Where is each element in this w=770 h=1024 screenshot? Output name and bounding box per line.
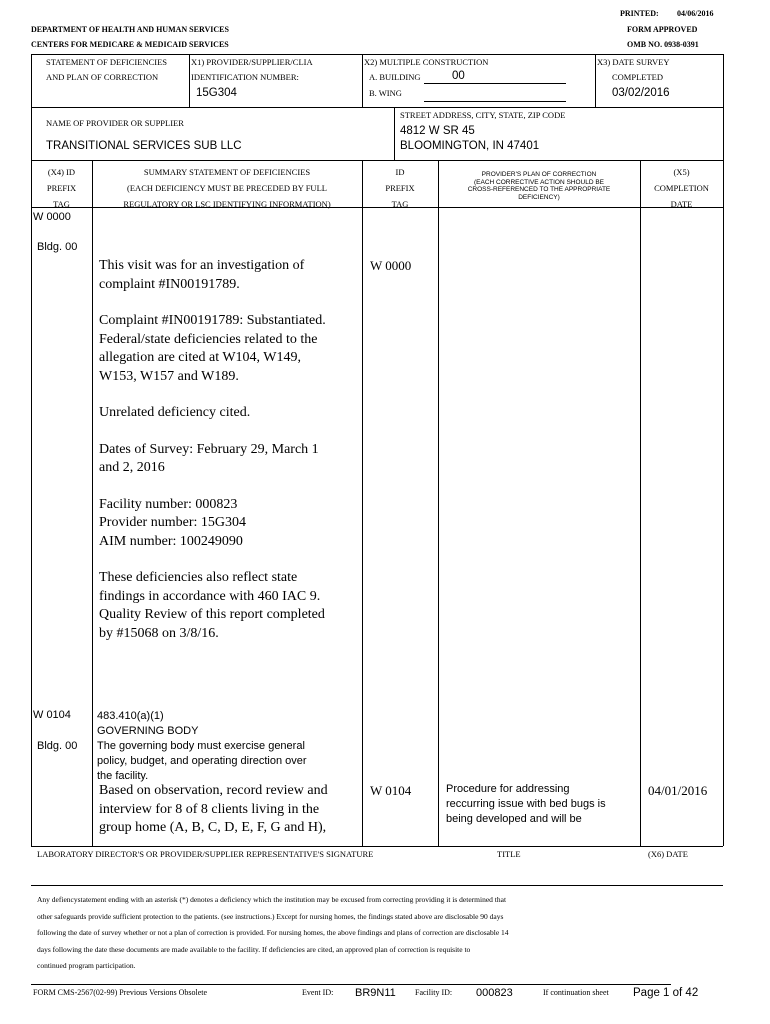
x1-provider-id: 15G304: [196, 87, 237, 99]
left-border: [31, 160, 32, 846]
signature-label: LABORATORY DIRECTOR'S OR PROVIDER/SUPPLIER REPRESENTATIVE'S SIGNATURE: [37, 849, 374, 859]
signature-bottom-rule: [31, 885, 723, 886]
id-tag-w0000: W 0000: [370, 258, 412, 273]
x5-column-header: (X5) COMPLETION DATE: [654, 167, 709, 209]
building-label: A. BUILDING: [369, 72, 421, 82]
body-bottom-rule: [31, 846, 723, 847]
address-line-1: 4812 W SR 45: [400, 125, 475, 137]
finding-text: Based on observation, record review and interview for 8 of 8 clients living in the group home (A, B, C, D, E, F, G and H),: [99, 783, 328, 835]
form-number: FORM CMS-2567(02-99) Previous Versions Obsolete: [33, 988, 208, 997]
disclaimer: Any defiencystatement ending with an asterisk (*) denotes a deficiency which the institution may be excused from correcting providing it is determined that other safeguards provide sufficient protection to the patients. (see instructions.) Except for nursing homes, the findings stated above are disclosable 90 days following the date of survey whether or not a plan of correction is provided. For nursing homes, the above findings and plans of correction are disclosable 14 days following the date these documents are made available to the facility. If deficiencies are cited, an approved plan of correction is requisite to continued program participation.: [37, 895, 509, 970]
narrative-paragraph: Facility number: 000823 Provider number: 15G304 AIM number: 100249090: [99, 496, 246, 549]
printed-label: PRINTED:: [620, 9, 659, 18]
regulation-title: GOVERNING BODY: [97, 725, 199, 737]
bldg-label-1: Bldg. 00: [37, 241, 78, 253]
right-border: [723, 160, 724, 846]
x4-column-header: (X4) ID PREFIX TAG: [46, 167, 77, 209]
id-tag-w0104: W 0104: [370, 783, 412, 798]
building-value: 00: [452, 70, 465, 82]
statement-label-1: STATEMENT OF DEFICIENCIES: [46, 57, 168, 67]
footer-rule: [31, 984, 671, 985]
narrative-paragraph: Complaint #IN00191789: Substantiated. Federal/state deficiencies related to the allegation are cited at W104, W149, W153, W157 and W189.: [99, 313, 326, 384]
id-divider: [438, 160, 439, 846]
header-mid-rule: [31, 107, 723, 108]
address-label: STREET ADDRESS, CITY, STATE, ZIP CODE: [400, 110, 566, 120]
x3-label-2: COMPLETED: [612, 72, 663, 82]
tag-w0000: W 0000: [33, 211, 71, 223]
provider-label: NAME OF PROVIDER OR SUPPLIER: [46, 118, 184, 128]
id-column-header: ID PREFIX TAG: [385, 167, 415, 209]
printed-date: 04/06/2016: [677, 9, 714, 18]
provider-name: TRANSITIONAL SERVICES SUB LLC: [46, 140, 242, 152]
plan-of-correction-text: Procedure for addressing reccurring issue with bed bugs is being developed and will be: [446, 783, 606, 825]
bldg-label-2: Bldg. 00: [37, 740, 78, 752]
narrative-paragraph: This visit was for an investigation of complaint #IN00191789.: [99, 258, 305, 292]
continuation-label: If continuation sheet: [543, 988, 609, 997]
x3-survey-date: 03/02/2016: [612, 87, 670, 99]
narrative-paragraph: Dates of Survey: February 29, March 1 and 2, 2016: [99, 441, 319, 475]
header-top-rule: [31, 54, 723, 55]
facility-id-value: 000823: [476, 987, 513, 999]
facility-id-label: Facility ID:: [415, 988, 453, 997]
regulation-text: The governing body must exercise general policy, budget, and operating direction over the facility.: [97, 740, 307, 782]
x1-label-1: X1) PROVIDER/SUPPLIER/CLIA: [191, 57, 313, 67]
plan-divider: [640, 160, 641, 846]
building-underline: [424, 83, 566, 84]
omb-number: OMB NO. 0938-0391: [627, 40, 699, 49]
narrative-paragraph: Unrelated deficiency cited.: [99, 405, 251, 420]
x3-label-1: X3) DATE SURVEY: [597, 57, 670, 67]
plan-column-header: PROVIDER'S PLAN OF CORRECTION (EACH CORRECTIVE ACTION SHOULD BE CROSS-REFERENCED TO THE APPROPRIATE DEFICIENCY): [467, 171, 611, 201]
wing-label: B. WING: [369, 88, 402, 98]
agency-line-1: DEPARTMENT OF HEALTH AND HUMAN SERVICES: [31, 25, 229, 34]
narrative-paragraph: These deficiencies also reflect state findings in accordance with 460 IAC 9. Quality Review of this report completed by #15068 on 3/8/16.: [99, 570, 325, 641]
wing-underline: [424, 101, 566, 102]
title-label: TITLE: [497, 849, 521, 859]
narrative: [99, 257, 357, 643]
statement-label-2: AND PLAN OF CORRECTION: [46, 72, 159, 82]
tag-w0104: W 0104: [33, 709, 71, 721]
agency-line-2: CENTERS FOR MEDICARE & MEDICAID SERVICES: [31, 40, 229, 49]
regulation-cite: 483.410(a)(1): [97, 710, 164, 722]
form-approved: FORM APPROVED: [627, 25, 698, 34]
x4-divider: [92, 160, 93, 846]
header-bottom-rule: [31, 160, 723, 161]
completion-date: 04/01/2016: [648, 783, 708, 798]
x1-label-2: IDENTIFICATION NUMBER:: [191, 72, 299, 82]
summary-column-header: SUMMARY STATEMENT OF DEFICIENCIES (EACH DEFICIENCY MUST BE PRECEDED BY FULL REGULATORY OR LSC IDENTIFYING INFORMATION): [123, 167, 331, 209]
x2-label: X2) MULTIPLE CONSTRUCTION: [364, 57, 489, 67]
event-id-value: BR9N11: [355, 987, 396, 999]
page-number: Page 1 of 42: [633, 987, 699, 999]
x6-date-label: (X6) DATE: [648, 849, 688, 859]
event-id-label: Event ID:: [302, 988, 334, 997]
address-line-2: BLOOMINGTON, IN 47401: [400, 140, 540, 152]
summary-divider: [362, 160, 363, 846]
